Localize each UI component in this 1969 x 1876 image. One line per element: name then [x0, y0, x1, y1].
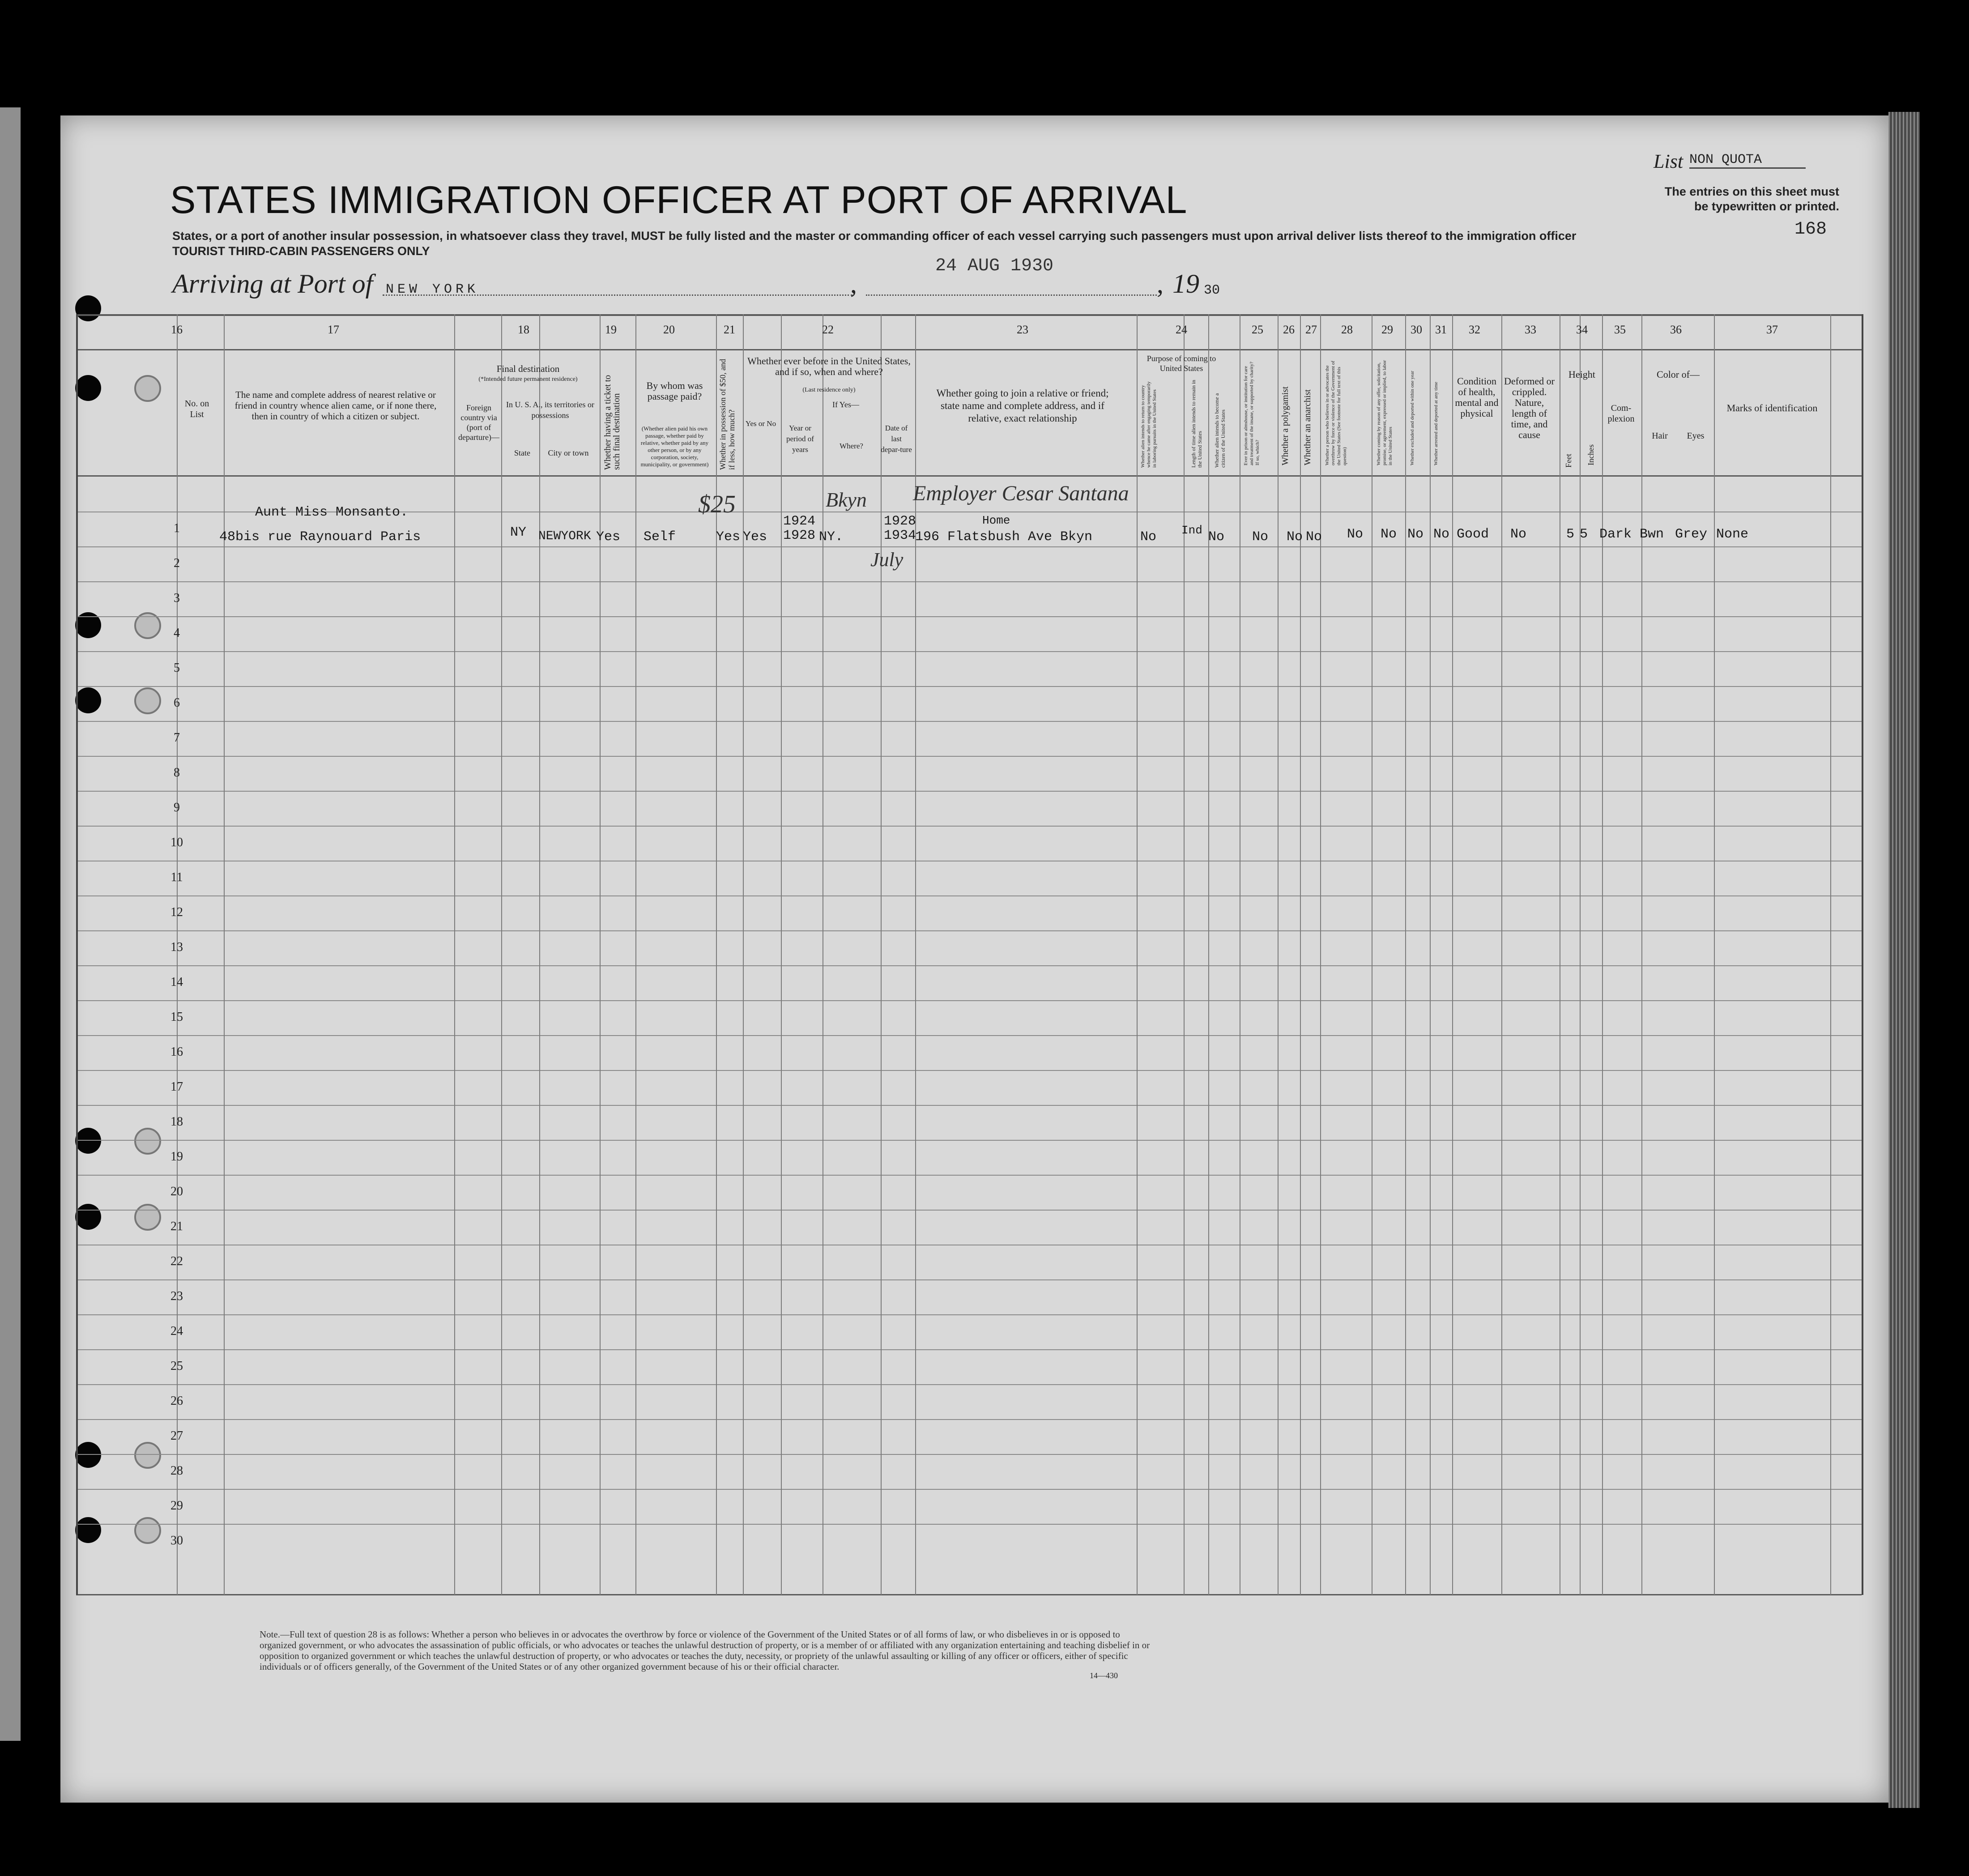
- row-rule: [76, 1210, 1862, 1211]
- page-title: STATES IMMIGRATION OFFICER AT PORT OF ARRIVAL: [170, 179, 1188, 222]
- column-rule: [1580, 314, 1581, 1595]
- instructions-line: States, or a port of another insular possession, in whatsoever class they travel, MUST be fully listed and the master or commanding officer of each vessel carrying such passengers must upon arrival deliver lists thereof to the immigration officer: [172, 229, 1577, 243]
- column-number: 31: [1435, 323, 1447, 336]
- health: Good: [1457, 527, 1489, 542]
- row-number: 2: [174, 556, 180, 570]
- table-bottom-rule: [76, 1594, 1862, 1595]
- col17-header: The name and complete address of nearest relative or friend in country whence alien came, or if none there, then in country of which a citizen or subject.: [234, 389, 437, 422]
- col22-where-header: Where?: [840, 442, 863, 450]
- col22-ifyes: If Yes—: [832, 400, 859, 409]
- row-rule: [76, 826, 1862, 827]
- column-number: 22: [822, 323, 834, 336]
- punch-hole: [75, 1517, 101, 1543]
- punch-hole: [75, 375, 101, 401]
- col18-foreign-header: Foreign country via (port of departure)—: [458, 403, 499, 442]
- col22-year-header: Year or period of years: [786, 424, 814, 454]
- punch-hole-reinforced: [134, 375, 161, 402]
- row-rule: [76, 1349, 1862, 1350]
- column-number: 23: [1017, 323, 1028, 336]
- col21-header: Whether in possession of $50, and if less, how much?: [718, 359, 736, 470]
- header-bottom-rule: [76, 475, 1862, 477]
- row-number: 27: [170, 1429, 183, 1443]
- where: NY.: [819, 529, 844, 545]
- punch-hole-reinforced: [134, 1204, 161, 1231]
- instructions-line: TOURIST THIRD-CABIN PASSENGERS ONLY: [172, 244, 430, 258]
- col18-city-header: City or town: [548, 448, 589, 457]
- ticket: Yes: [596, 529, 621, 545]
- table-top-rule: [76, 314, 1862, 316]
- col24-title: Purpose of coming to United States: [1146, 354, 1216, 373]
- column-rule: [915, 314, 916, 1595]
- column-number-rule: [76, 349, 1862, 350]
- column-number: 17: [328, 323, 339, 336]
- column-number: 35: [1614, 323, 1626, 336]
- comma: ,: [1157, 269, 1164, 298]
- list-value: NON QUOTA: [1689, 152, 1806, 169]
- col19-header: Whether having a ticket to such final destination: [603, 375, 622, 470]
- q30: No: [1407, 527, 1424, 542]
- column-number: 37: [1766, 323, 1778, 336]
- punch-hole-reinforced: [134, 1517, 161, 1544]
- notice-line: The entries on this sheet must: [1664, 185, 1839, 198]
- row-number: 30: [170, 1534, 183, 1548]
- port-value: NEW YORK: [386, 282, 479, 297]
- list-label: List: [1654, 150, 1683, 172]
- form-number: 14—430: [1090, 1671, 1118, 1680]
- arriving-label: Arriving at Port of: [172, 269, 373, 298]
- row-number: 16: [170, 1045, 183, 1059]
- row-number: 5: [174, 661, 180, 675]
- money-handwritten: $25: [698, 490, 736, 518]
- column-rule: [1278, 314, 1279, 1595]
- column-number: 36: [1670, 323, 1682, 336]
- eye-color: Grey: [1675, 527, 1708, 542]
- col34-inches-header: Inches: [1586, 444, 1595, 465]
- row-rule: [76, 1454, 1862, 1455]
- column-rule: [454, 314, 455, 1595]
- row-rule: [76, 1140, 1862, 1141]
- row-number: 29: [170, 1499, 183, 1513]
- comma: ,: [850, 269, 857, 298]
- col22-title: Whether ever before in the United States, and if so, when and where?: [747, 355, 911, 377]
- question-28-footnote: Note.—Full text of question 28 is as follows: Whether a person who believes in or advocates the overthrow by force or violence of the Government of the United States or of all forms of law, or who disbelieves in or is opposed to organized government, or who advocates the assassination of public officials, or who advocates or teaches the unlawful destruction of property, or is a member of or affiliated with any organization entertaining and teaching disbelief in or opposition to organized government or which teaches the unlawful destruction of property, or who advocates or teaches the duty, necessity, or propriety of the unlawful assaulting or killing of any officer or officers, either of specific individuals or of officers generally, of the Government of the United States or of any other organized government because of his or their official character.: [260, 1629, 1150, 1672]
- column-rule: [224, 314, 225, 1595]
- row-rule: [76, 756, 1862, 757]
- col29-header: Whether coming by reason of any offer, solicitation, promise, or agreement, expressed or implied, to labor in the United States: [1376, 360, 1393, 465]
- col32-header: Condition of health, mental and physical: [1455, 375, 1499, 419]
- citizen: No: [1208, 529, 1225, 545]
- identification-marks: None: [1716, 527, 1749, 542]
- manifest-sheet: [60, 115, 1888, 1803]
- last-departure-line2: 1934: [884, 528, 916, 543]
- row-number: 23: [170, 1289, 183, 1303]
- column-number: 20: [663, 323, 675, 336]
- column-number: 24: [1176, 323, 1187, 336]
- before-in-us: Yes: [743, 529, 767, 545]
- row-rule: [76, 791, 1862, 792]
- punch-hole-reinforced: [134, 1442, 161, 1469]
- col34-title: Height: [1568, 369, 1595, 380]
- row-rule: [76, 1419, 1862, 1420]
- row-number: 8: [174, 766, 180, 780]
- dest-state: NY: [510, 525, 527, 540]
- row-rule: [76, 965, 1862, 966]
- notice-line: be typewritten or printed.: [1694, 200, 1839, 213]
- row-number: 9: [174, 801, 180, 814]
- column-number: 32: [1469, 323, 1480, 336]
- col34-feet-header: Feet: [1564, 454, 1573, 468]
- column-number: 25: [1252, 323, 1263, 336]
- col22-yesno-header: Yes or No: [745, 419, 776, 428]
- height-feet: 5: [1566, 527, 1575, 542]
- column-rule: [1320, 314, 1321, 1595]
- col20-subtitle: (Whether alien paid his own passage, whether paid by relative, whether paid by any other person, or by any corporation, society, municipality, or government): [640, 425, 709, 468]
- join-relationship: Home: [982, 514, 1010, 527]
- length-of-stay: Ind: [1181, 524, 1202, 537]
- column-rule: [1300, 314, 1301, 1595]
- year-value: 30: [1204, 283, 1220, 298]
- col28-header: Whether a person who believes in or advocates the overthrow by force or violence of the Government of the United States (See footnote for full text of this question): [1325, 361, 1347, 465]
- col30-header: Whether excluded and deported within one year: [1410, 371, 1415, 465]
- row-number: 10: [170, 836, 183, 849]
- col18-title: Final destination: [496, 363, 560, 374]
- deformed: No: [1510, 527, 1527, 542]
- column-rule: [635, 314, 636, 1595]
- col18-subtitle: (*Intended future permanent residence): [478, 376, 578, 383]
- column-rule: [1208, 314, 1209, 1595]
- column-rule: [501, 314, 502, 1595]
- row-number: 18: [170, 1115, 183, 1129]
- row-number: 3: [174, 591, 180, 605]
- col33-header: Deformed or crippled. Nature, length of time, and cause: [1504, 375, 1555, 440]
- column-rule: [781, 314, 782, 1595]
- column-number: 33: [1525, 323, 1536, 336]
- column-number: 28: [1341, 323, 1353, 336]
- column-number: 16: [171, 323, 183, 336]
- row-number: 15: [170, 1010, 183, 1024]
- dest-city: NEWYORK: [538, 529, 591, 543]
- row-rule: [76, 1314, 1862, 1315]
- column-rule: [76, 314, 78, 1595]
- column-number: 30: [1411, 323, 1422, 336]
- row-number: 24: [170, 1324, 183, 1338]
- column-number: 29: [1381, 323, 1393, 336]
- column-rule: [743, 314, 744, 1595]
- where-handwritten: Bkyn: [826, 488, 867, 511]
- row-number: 6: [174, 696, 180, 710]
- date-underline: [866, 294, 1157, 296]
- col37-header: Marks of identification: [1726, 402, 1818, 414]
- sheet-number: 168: [1794, 219, 1827, 239]
- col27-header: Whether an anarchist: [1303, 389, 1313, 465]
- punch-hole: [75, 1128, 101, 1154]
- typewritten-notice: [1607, 184, 1839, 214]
- money: Yes: [716, 529, 741, 545]
- col25-header: Ever in prison or almshouse, or institution for care and treatment of the insane, or supported by charity? If so, which?: [1243, 362, 1260, 465]
- row-rule: [76, 1524, 1862, 1525]
- anarchist: No: [1306, 529, 1322, 545]
- row-rule: [76, 930, 1862, 931]
- column-rule: [1137, 314, 1138, 1595]
- row-rule: [76, 1000, 1862, 1001]
- row-number: 13: [170, 940, 183, 954]
- punch-hole: [75, 295, 101, 321]
- row-number: 11: [170, 870, 183, 884]
- polygamist: No: [1287, 529, 1303, 545]
- row-number: 22: [170, 1254, 183, 1268]
- col22-date-header: Date of last depar-ture: [881, 424, 912, 454]
- row-number: 12: [170, 905, 183, 919]
- col24-return-header: Whether alien intends to return to country whence he came after engaging temporarily in laboring pursuits in the United States: [1140, 381, 1157, 468]
- row-rule: [76, 616, 1862, 617]
- row-number: 14: [170, 975, 183, 989]
- col20-title: By whom was passage paid?: [646, 380, 703, 402]
- row-number: 20: [170, 1185, 183, 1198]
- row-rule: [76, 686, 1862, 687]
- years-line1: 1924: [783, 514, 816, 529]
- last-departure-line1: 1928: [884, 514, 916, 529]
- column-number: 21: [724, 323, 735, 336]
- binding-edge: [1888, 112, 1920, 1808]
- column-number: 27: [1305, 323, 1317, 336]
- column-rule: [1184, 314, 1185, 1595]
- height-inches: 5: [1580, 527, 1588, 542]
- col16-header: No. on List: [184, 399, 209, 419]
- column-rule: [1452, 314, 1453, 1595]
- prison: No: [1252, 529, 1269, 545]
- column-rule: [1430, 314, 1431, 1595]
- instructions: [172, 228, 1576, 259]
- row-rule: [76, 1070, 1862, 1071]
- q29: No: [1381, 527, 1397, 542]
- col36-hair-header: Hair: [1652, 431, 1668, 441]
- column-number: 26: [1283, 323, 1295, 336]
- row-rule: [76, 1384, 1862, 1385]
- punch-hole-reinforced: [134, 687, 161, 714]
- row-rule: [76, 581, 1862, 582]
- column-rule: [1501, 314, 1502, 1595]
- join-handwritten: Employer Cesar Santana: [913, 482, 1129, 505]
- column-rule: [539, 314, 540, 1595]
- row-rule: [76, 546, 1862, 547]
- year-prefix: 19: [1172, 269, 1199, 298]
- col24-length-header: Length of time alien intends to remain in the United States: [1190, 379, 1203, 468]
- row-number: 25: [170, 1359, 183, 1373]
- col23-header: Whether going to join a relative or friend; state name and complete address, and if relative, exact relationship: [936, 388, 1109, 424]
- relative-name: Aunt Miss Monsanto.: [255, 505, 409, 520]
- punch-hole-reinforced: [134, 1128, 161, 1155]
- q31: No: [1433, 527, 1450, 542]
- row-number: 4: [174, 626, 180, 640]
- col18-state-header: State: [514, 448, 530, 457]
- column-number: 34: [1576, 323, 1588, 336]
- adjacent-page-edge: [0, 107, 21, 1741]
- column-rule: [1714, 314, 1715, 1595]
- col24-citizen-header: Whether alien intends to become a citizen of the United States: [1214, 393, 1226, 468]
- column-rule: [1405, 314, 1406, 1595]
- passage-paid: Self: [644, 529, 676, 545]
- row-rule: [76, 1279, 1862, 1280]
- row-rule: [76, 1175, 1862, 1176]
- row-number: 21: [170, 1219, 183, 1233]
- row-number: 26: [170, 1394, 183, 1408]
- row-number: 17: [170, 1080, 183, 1094]
- row-rule: [76, 1035, 1862, 1036]
- row-rule: [76, 1489, 1862, 1490]
- column-rule: [1862, 314, 1863, 1595]
- date-stamp: 24 AUG 1930: [935, 256, 1054, 276]
- col36-title: Color of—: [1657, 369, 1700, 380]
- column-rule: [1641, 314, 1642, 1595]
- column-rule: [1602, 314, 1603, 1595]
- col36-eyes-header: Eyes: [1687, 431, 1705, 441]
- years-line2: 1928: [783, 528, 816, 543]
- column-number: 18: [518, 323, 529, 336]
- row-rule: [76, 895, 1862, 896]
- q28: No: [1347, 527, 1364, 542]
- col35-header: Com-plexion: [1607, 403, 1635, 424]
- row-number: 1: [174, 521, 180, 535]
- column-number: 19: [605, 323, 617, 336]
- row-number: 19: [170, 1150, 183, 1164]
- punch-hole: [75, 687, 101, 713]
- row-number: 7: [174, 731, 180, 745]
- col31-header: Whether arrested and deported at any time: [1433, 382, 1439, 465]
- col26-header: Whether a polygamist: [1280, 386, 1290, 465]
- column-rule: [600, 314, 601, 1595]
- column-rule: [881, 314, 882, 1595]
- row-rule: [76, 721, 1862, 722]
- relative-address: 48bis rue Raynouard Paris: [219, 529, 421, 545]
- row-rule: [76, 651, 1862, 652]
- complexion: Dark: [1599, 527, 1632, 542]
- row-rule: [76, 1105, 1862, 1106]
- join-address: 196 Flatsbush Ave Bkyn: [915, 529, 1093, 545]
- hair-color: Bwn: [1640, 527, 1664, 542]
- col18-usa-header: In U. S. A., its territories or possessions: [506, 400, 594, 420]
- column-rule: [1830, 314, 1831, 1595]
- row-number: 28: [170, 1464, 183, 1478]
- punch-hole: [75, 1442, 101, 1468]
- return-to-country: No: [1140, 529, 1157, 545]
- last-departure-handwritten: July: [870, 549, 904, 571]
- punch-hole: [75, 1204, 101, 1230]
- col22-subtitle: (Last residence only): [802, 387, 856, 393]
